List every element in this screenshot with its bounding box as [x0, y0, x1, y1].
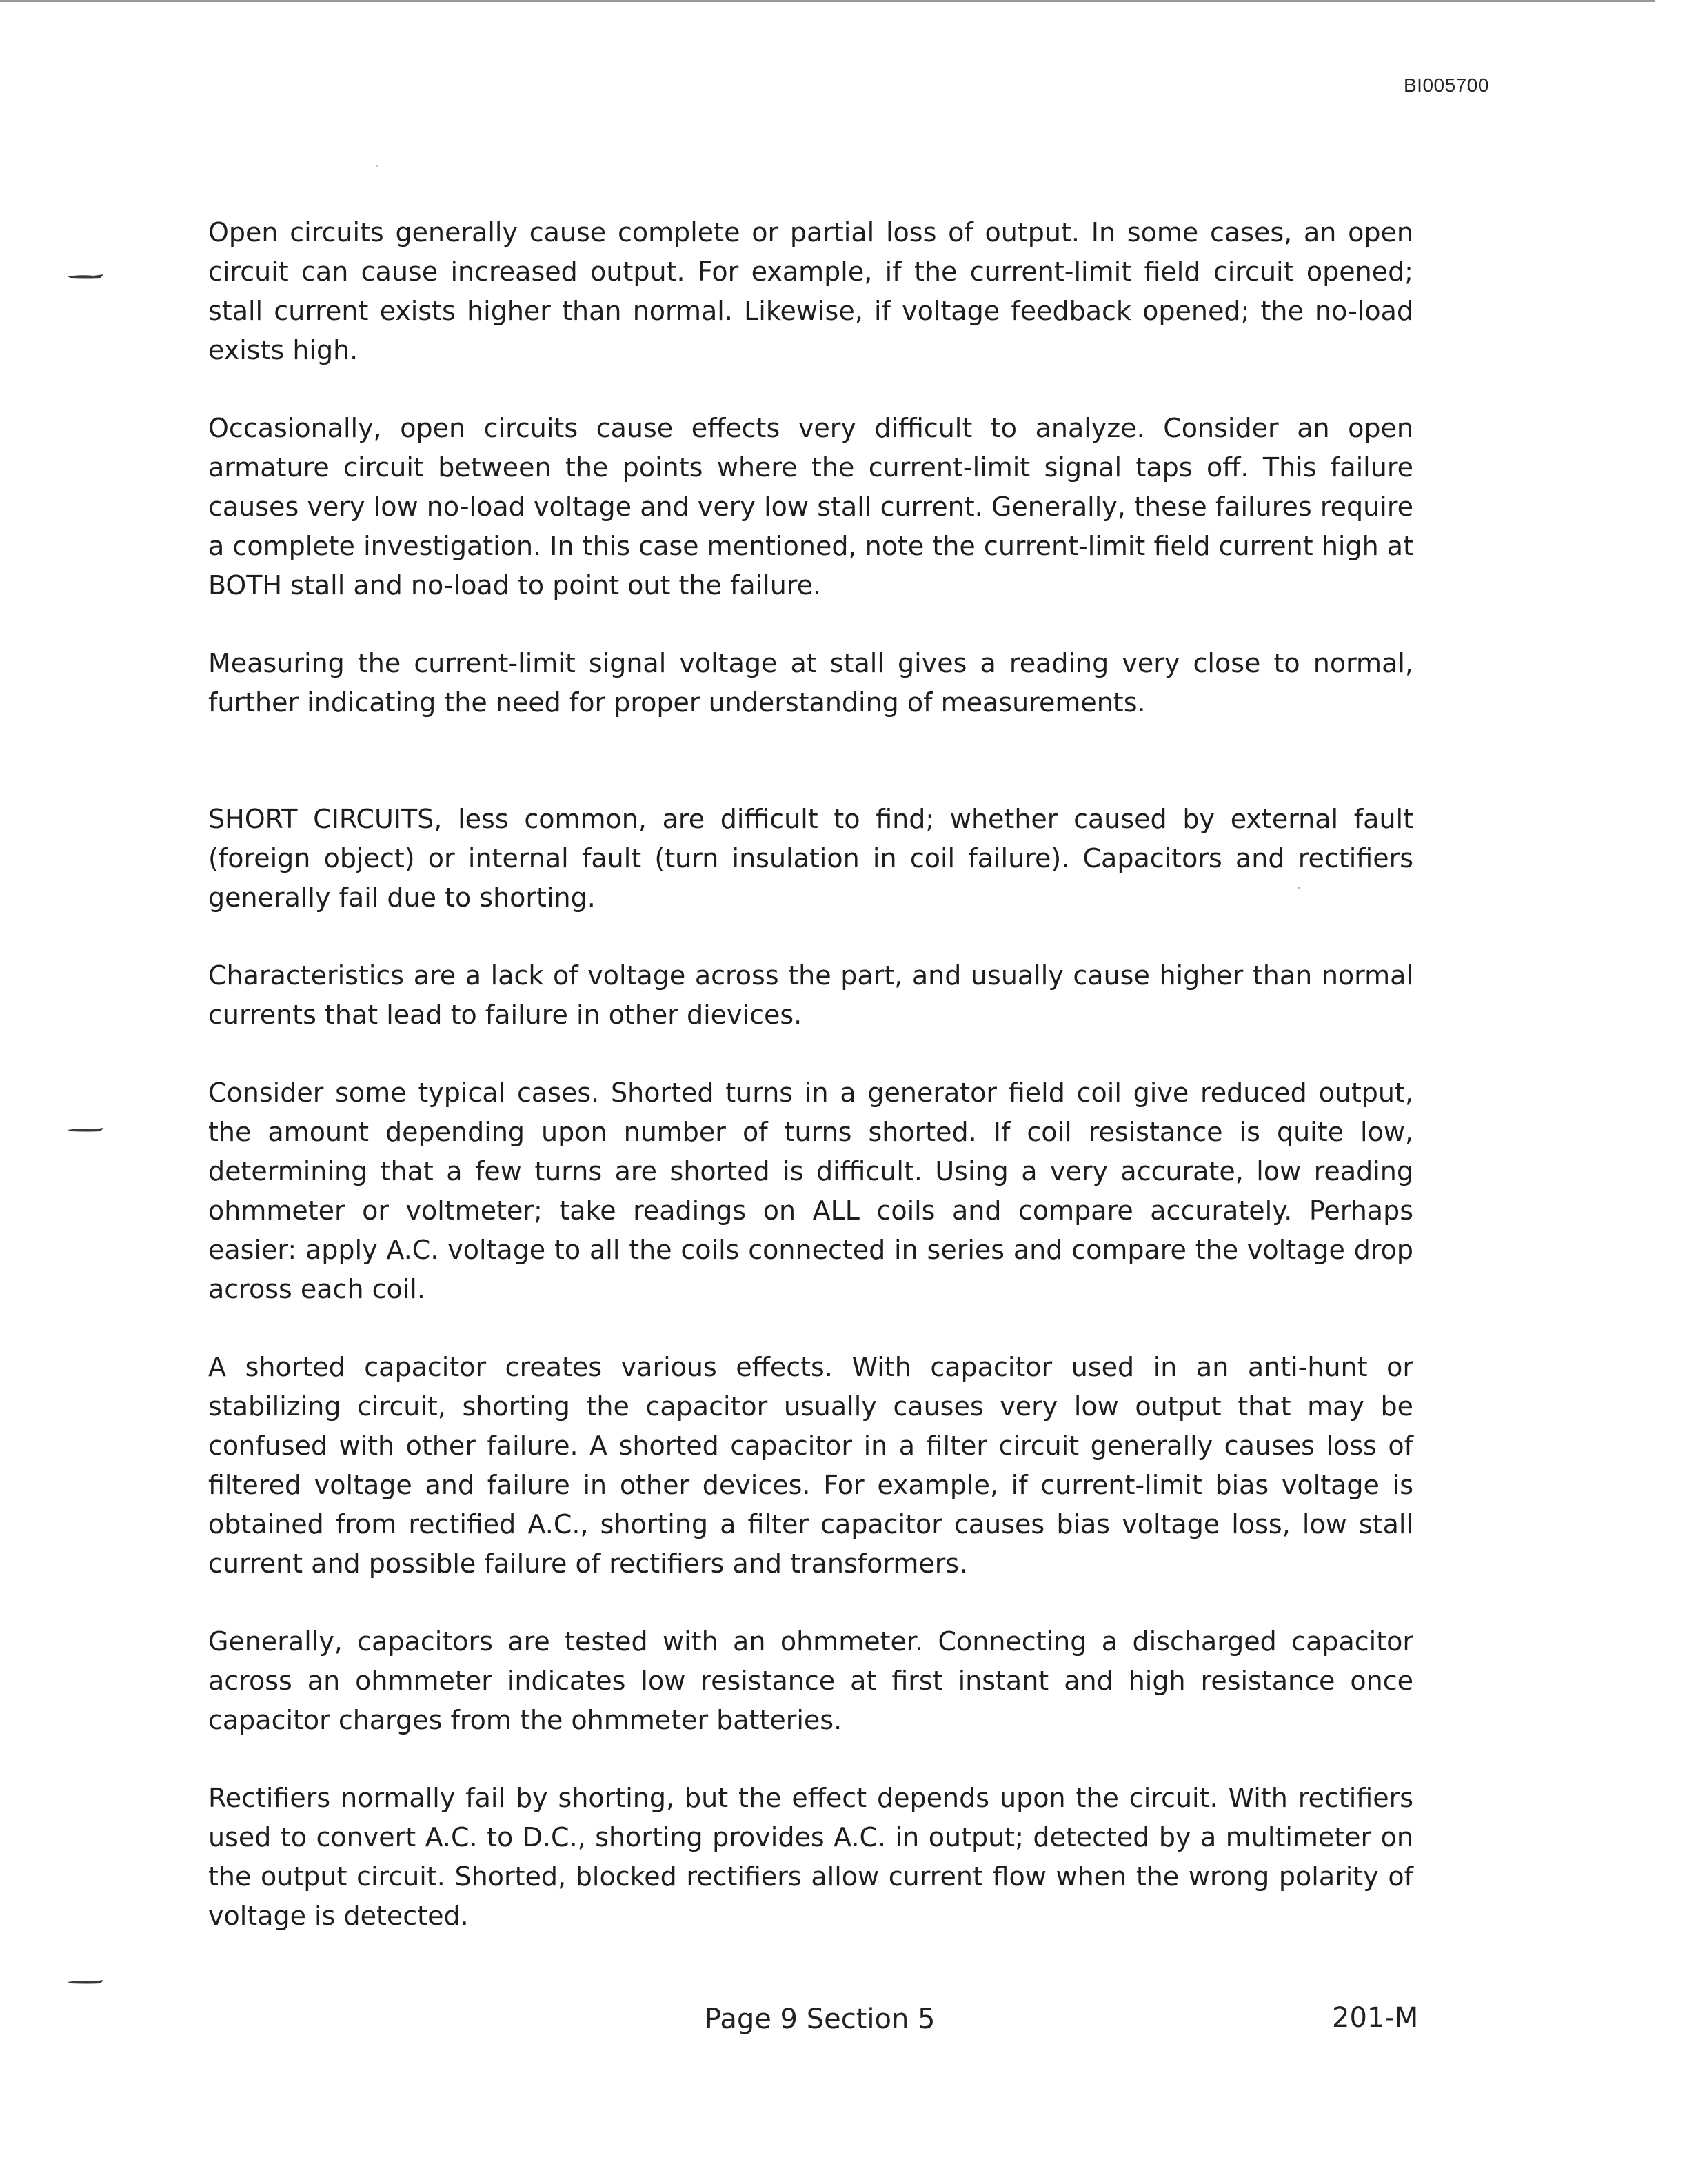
- page-number: Page 9 Section 5: [705, 2003, 936, 2035]
- paragraph-shorted-capacitor: A shorted capacitor creates various effects. With capacitor used in an anti-hunt or stabilizing circuit, shorting the capacitor usually causes very low output that may be confused with other failure. A shorted capacitor in a filter circuit generally causes loss of filtered voltage and failure in other devices. For example, if current-limit bias voltage is obtained from rectified A.C., shorting a filter capacitor causes bias voltage loss, low stall current and possible failure of rectifiers and transformers.: [208, 1352, 1413, 1579]
- paragraph-short-circuits: SHORT CIRCUITS, less common, are difficult to find; whether caused by external fault (foreign object) or internal fault (turn insulation in coil failure). Capacitors and rectifiers generally fail due to shorting.: [208, 804, 1413, 913]
- binder-hole-mark-icon: [66, 1126, 105, 1133]
- paragraph-typical-cases: Consider some typical cases. Shorted turns in a generator field coil give reduced output, the amount depending upon number of turns shorted. If coil resistance is quite low, determining that a few turns are shorted is difficult. Using a very accurate, low reading ohmmeter or voltmeter; take readings on ALL coils and compare accurately. Perhaps easier: apply A.C. voltage to all the coils connected in series and compare the voltage drop across each coil.: [208, 1078, 1413, 1304]
- paragraph-capacitor-testing: Generally, capacitors are tested with an ohmmeter. Connecting a discharged capacitor across an ohmmeter indicates low resistance at first instant and high resistance once capacitor charges from the ohmmeter batteries.: [208, 1626, 1413, 1735]
- document-code: 201-M: [1332, 2002, 1419, 2034]
- paragraph-open-circuits-analysis: Occasionally, open circuits cause effects very difficult to analyze. Consider an open armature circuit between the points where the current-limit signal taps off. This failure causes very low no-load voltage and very low stall current. Generally, these failures require a complete investigation. In this case mentioned, note the current-limit field current high at BOTH stall and no-load to point out the failure.: [208, 413, 1413, 600]
- binder-hole-mark-icon: [66, 272, 105, 279]
- binder-hole-mark-icon: [66, 1978, 105, 1985]
- document-id: BI005700: [1404, 74, 1489, 96]
- paragraph-open-circuits-intro: Open circuits generally cause complete or partial loss of output. In some cases, an open circuit can cause increased output. For example, if the current-limit field circuit opened; stall current exists higher than normal. Likewise, if voltage feedback opened; the no-load exists high.: [208, 217, 1413, 365]
- paragraph-rectifiers: Rectifiers normally fail by shorting, but the effect depends upon the circuit. With rectifiers used to convert A.C. to D.C., shorting provides A.C. in output; detected by a multimeter on the output circuit. Shorted, blocked rectifiers allow current flow when the wrong polarity of voltage is detected.: [208, 1783, 1413, 1931]
- scan-speck: [376, 165, 378, 167]
- paragraph-current-limit-measurement: Measuring the current-limit signal voltage at stall gives a reading very close to normal, further indicating the need for proper understanding of measurements.: [208, 648, 1413, 718]
- paragraph-short-characteristics: Characteristics are a lack of voltage across the part, and usually cause higher than normal currents that lead to failure in other dievices.: [208, 960, 1413, 1030]
- page-body: [208, 213, 1413, 1936]
- top-scan-edge: [0, 0, 1655, 2]
